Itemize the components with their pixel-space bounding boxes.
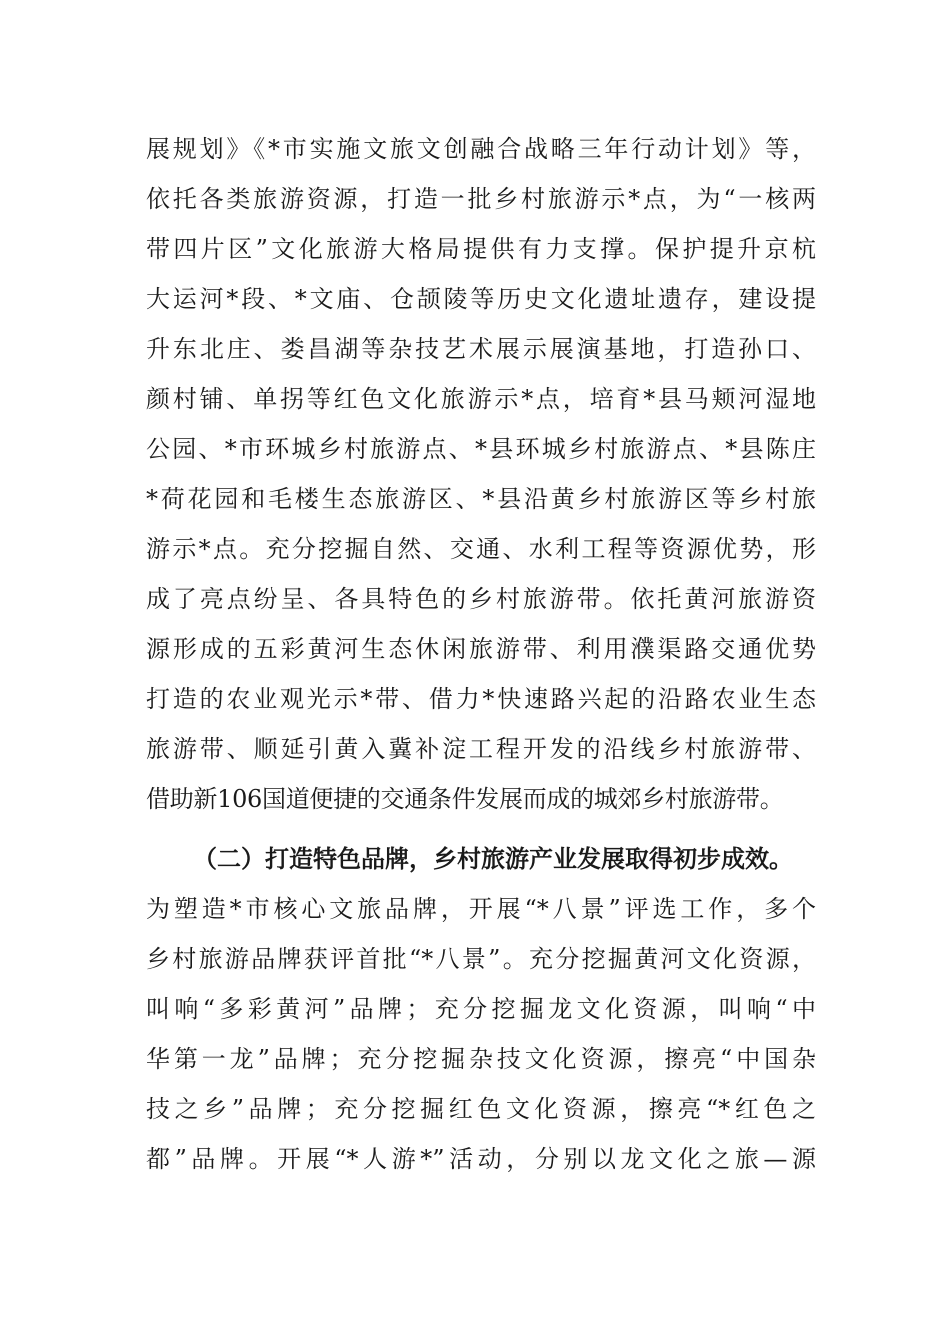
text-line: 叫响“多彩黄河”品牌；充分挖掘龙文化资源，叫响“中 [146,995,816,1023]
text-line: 借助新106国道便捷的交通条件发展而成的城郊乡村旅游带。 [146,785,784,813]
text-line: 为塑造*市核心文旅品牌，开展“*八景”评选工作，多个 [146,895,816,923]
text-line: 旅游带、顺延引黄入冀补淀工程开发的沿线乡村旅游带、 [146,735,816,763]
text-line: 技之乡”品牌；充分挖掘红色文化资源，擦亮“*红色之 [146,1095,816,1123]
text-line: 依托各类旅游资源，打造一批乡村旅游示*点，为“一核两 [146,185,816,213]
text-line: *荷花园和毛楼生态旅游区、*县沿黄乡村旅游区等乡村旅 [146,485,816,513]
text-line: 升东北庄、娄昌湖等杂技艺术展示展演基地，打造孙口、 [146,335,816,363]
text-line: 都”品牌。开展“*人游*”活动，分别以龙文化之旅—源 [146,1145,816,1173]
text-line: 游示*点。充分挖掘自然、交通、水利工程等资源优势，形 [146,535,816,563]
text-line: 大运河*段、*文庙、仓颉陵等历史文化遗址遗存，建设提 [146,285,816,313]
text-line: 展规划》《*市实施文旅文创融合战略三年行动计划》等， [146,135,816,163]
text-line: 源形成的五彩黄河生态休闲旅游带、利用濮渠路交通优势 [146,635,816,663]
section-heading: （二）打造特色品牌，乡村旅游产业发展取得初步成效。 [193,844,793,873]
text-line: 颜村铺、单拐等红色文化旅游示*点，培育*县马颊河湿地 [146,385,816,413]
text-line: 带四片区”文化旅游大格局提供有力支撑。保护提升京杭 [146,235,816,263]
text-line: 公园、*市环城乡村旅游点、*县环城乡村旅游点、*县陈庄 [146,435,816,463]
text-line: 打造的农业观光示*带、借力*快速路兴起的沿路农业生态 [146,685,816,713]
text-line: 乡村旅游品牌获评首批“*八景”。充分挖掘黄河文化资源， [146,945,816,973]
text-line: 成了亮点纷呈、各具特色的乡村旅游带。依托黄河旅游资 [146,585,816,613]
text-line: 华第一龙”品牌；充分挖掘杂技文化资源，擦亮“中国杂 [146,1045,816,1073]
